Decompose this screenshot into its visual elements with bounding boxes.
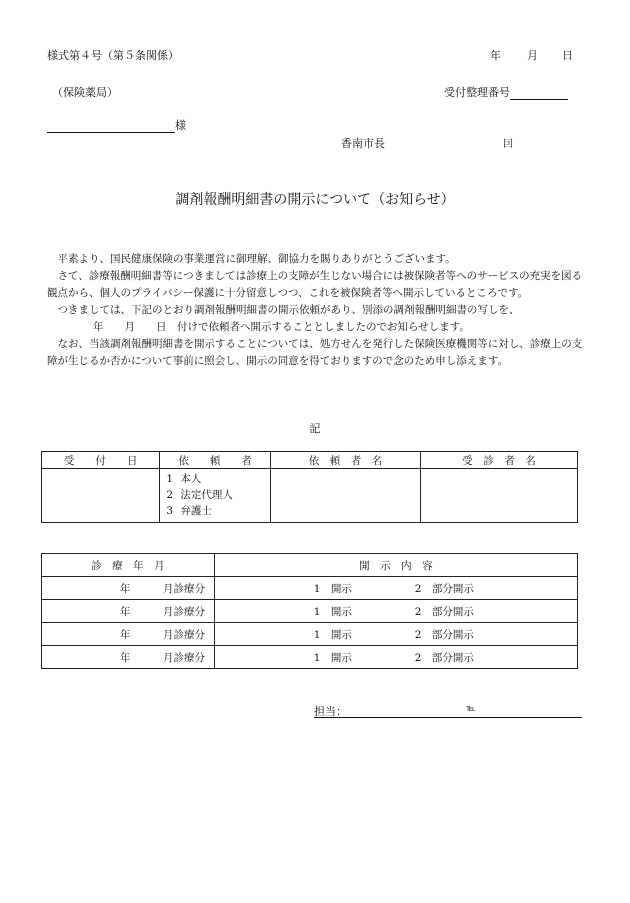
treatment-month-cell[interactable]: 年 月診療分 (42, 577, 215, 600)
header-patient-name: 受 診 者 名 (421, 452, 578, 469)
date-year: 年 (490, 49, 501, 62)
receipt-number (444, 84, 568, 100)
received-date-cell[interactable] (42, 469, 160, 523)
table-row (42, 577, 578, 600)
addressee (47, 117, 186, 133)
disclosure-content-cell[interactable] (214, 646, 577, 669)
seal-mark: 囙 (503, 139, 513, 150)
date-month: 月 (527, 49, 538, 62)
date-day: 日 (562, 49, 573, 62)
option-partial-disclose[interactable]: 2 部分開示 (414, 629, 474, 641)
body-text (47, 251, 583, 370)
option-partial-disclose[interactable]: 2 部分開示 (414, 606, 474, 618)
option-disclose[interactable]: 1 開示 (313, 583, 352, 595)
addressee-suffix: 様 (175, 119, 186, 132)
issuer: 香南市長 (341, 137, 385, 150)
paragraph-4: なお、当該調剤報酬明細書を開示することについては、処方せんを発行した保険医療機関等に対し、診療上の支障が生じるか否かについて事前に照会し、開示の同意を得ておりますので念のため申し添えます。 (47, 338, 583, 367)
disclosure-content-cell[interactable] (214, 577, 577, 600)
header-requester: 依 頼 者 (160, 452, 271, 469)
treatment-month-cell[interactable]: 年 月診療分 (42, 646, 215, 669)
header-requester-name: 依 頼 者 名 (271, 452, 421, 469)
request-table (41, 451, 578, 523)
requester-name-cell[interactable] (271, 469, 421, 523)
table-row (42, 623, 578, 646)
receipt-number-blank (510, 88, 568, 100)
disclosure-content-cell[interactable] (214, 600, 577, 623)
paragraph-3-continued: 年 月 日 付けで依頼者へ開示することとしましたのでお知らせします。 (93, 321, 470, 333)
form-number: 様式第４号（第５条関係） (47, 49, 179, 62)
treatment-month-cell[interactable]: 年 月診療分 (42, 623, 215, 646)
page-title: 調剤報酬明細書の開示について（お知らせ） (175, 192, 455, 208)
treatment-month-cell[interactable]: 年 月診療分 (42, 600, 215, 623)
table-row (42, 600, 578, 623)
option-partial-disclose[interactable]: 2 部分開示 (414, 583, 474, 595)
receipt-number-label: 受付整理番号 (444, 86, 510, 99)
requester-option-3[interactable]: 3 弁護士 (166, 505, 212, 517)
option-partial-disclose[interactable]: 2 部分開示 (414, 652, 474, 664)
option-disclose[interactable]: 1 開示 (313, 629, 352, 641)
ki-heading: 記 (309, 422, 321, 435)
option-disclose[interactable]: 1 開示 (313, 606, 352, 618)
staff-line (314, 703, 582, 718)
requester-options[interactable] (160, 469, 271, 523)
pharmacy-label: （保険薬局） (52, 86, 118, 99)
disclosure-content-cell[interactable] (214, 623, 577, 646)
disclosure-table (41, 553, 578, 669)
table-row (42, 646, 578, 669)
request-table-header (42, 452, 578, 469)
header-disclosure-content: 開 示 内 容 (214, 554, 577, 577)
header-received-date: 受 付 日 (42, 452, 160, 469)
paragraph-1: 平素より、国民健康保険の事業運営に御理解、御協力を賜りありがとうございます。 (57, 253, 456, 265)
staff-label: 担当： (314, 705, 347, 718)
date-field (490, 47, 573, 63)
requester-option-1[interactable]: 1 本人 (166, 473, 202, 485)
requester-option-2[interactable]: 2 法定代理人 (166, 489, 233, 501)
tel-icon: ℡ (466, 704, 476, 714)
paragraph-2: さて、診療報酬明細書等につきましては診療上の支障が生じない場合には被保険者等へのサービスの充実を図る観点から、個人のプライバシー保護に十分留意しつつ、これを被保険者等へ開示しているところです。 (47, 270, 583, 299)
paragraph-3: つきましては、下記のとおり調剤報酬明細書の開示依頼があり、別添の調剤報酬明細書の写しを、 (57, 304, 520, 316)
header-treatment-month: 診 療 年 月 (42, 554, 215, 577)
patient-name-cell[interactable] (421, 469, 578, 523)
option-disclose[interactable]: 1 開示 (313, 652, 352, 664)
disclosure-table-header (42, 554, 578, 577)
addressee-blank (47, 121, 175, 133)
request-table-row (42, 469, 578, 523)
